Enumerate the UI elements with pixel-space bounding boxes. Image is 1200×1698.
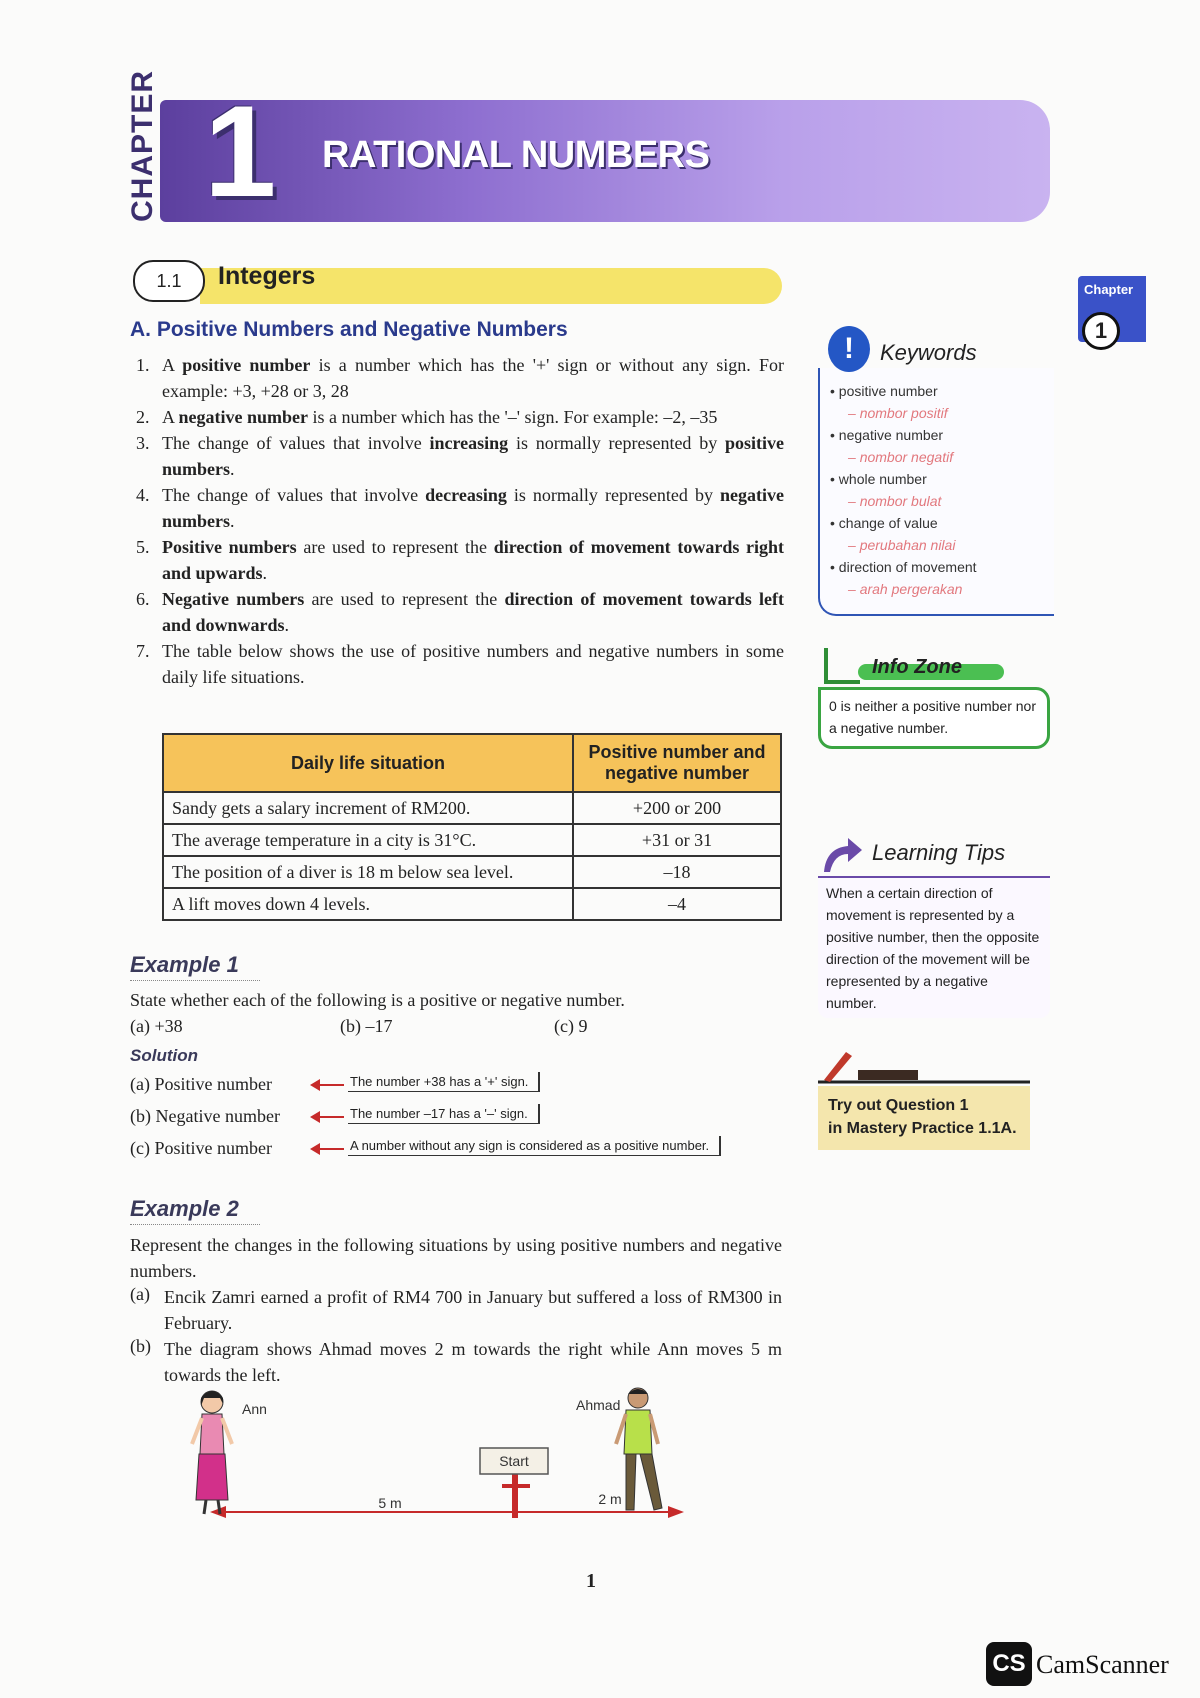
table-cell: A lift moves down 4 levels.	[163, 888, 573, 920]
table-cell: Sandy gets a salary increment of RM200.	[163, 792, 573, 824]
point-item: 5. Positive numbers are used to represent the direction of movement towards right and upwards.	[136, 537, 785, 583]
camscanner-logo: CS	[986, 1642, 1032, 1686]
point-item: 1. A positive number is a number which has the '+' sign or without any sign. For example: +3, +28 or 3, 28	[136, 355, 784, 401]
answer-c: (c) Positive number	[130, 1138, 272, 1158]
point-item: 6. Negative numbers are used to represent the direction of movement towards left and downwards.	[136, 589, 785, 635]
chapter-tab-label: Chapter	[1084, 282, 1134, 297]
curved-arrow-icon	[820, 836, 864, 874]
answer-a: (a) Positive number	[130, 1074, 272, 1094]
keyword-en: • change of value	[830, 512, 1050, 534]
keywords-list	[830, 380, 1050, 600]
keyword-en: • positive number	[830, 380, 1050, 402]
learning-tips-title: Learning Tips	[872, 840, 1006, 865]
table-cell: The average temperature in a city is 31°C.	[163, 824, 573, 856]
start-label: Start	[499, 1453, 529, 1469]
keyword-my: – nombor bulat	[830, 490, 1050, 512]
example-1-title: Example 1	[130, 952, 260, 981]
example-2-title: Example 2	[130, 1196, 260, 1225]
chapter-number: 1	[204, 78, 277, 224]
arrow-left-icon	[318, 1116, 344, 1118]
keyword-my: – arah pergerakan	[830, 578, 1050, 600]
table-header-row	[163, 734, 781, 792]
ann-label: Ann	[242, 1401, 267, 1417]
answer-a-note: The number +38 has a '+' sign.	[348, 1072, 540, 1092]
keywords-icon: !	[828, 326, 870, 372]
keyword-en: • whole number	[830, 468, 1050, 490]
table-row	[163, 888, 781, 920]
answer-b: (b) Negative number	[130, 1106, 280, 1126]
keyword-en: • direction of movement	[830, 556, 1050, 578]
info-zone-text: 0 is neither a positive number nor a negative number.	[818, 687, 1050, 749]
keyword-en: • negative number	[830, 424, 1050, 446]
chapter-title: RATIONAL NUMBERS	[322, 134, 710, 176]
keyword-my: – perubahan nilai	[830, 534, 1050, 556]
example-2-a-label: (a)	[130, 1284, 150, 1304]
learning-tips-text: When a certain direction of movement is represented by a positive number, then the opposite direction of the movement will be represented by a negative number.	[818, 878, 1050, 1018]
table-header: Daily life situation	[163, 734, 573, 792]
table-cell: +200 or 200	[573, 792, 781, 824]
table-row	[163, 792, 781, 824]
table-row	[163, 824, 781, 856]
table-cell: –4	[573, 888, 781, 920]
example-1-part-a: (a) +38	[130, 1016, 183, 1036]
pencil-icon	[818, 1050, 1030, 1084]
start-post	[512, 1472, 518, 1518]
point-item: 4. The change of values that involve decreasing is normally represented by negative numbers.	[136, 485, 784, 531]
info-zone-title: Info Zone	[872, 656, 962, 678]
answer-c-note: A number without any sign is considered as a positive number.	[348, 1136, 721, 1156]
table-cell: The position of a diver is 18 m below sea level.	[163, 856, 573, 888]
answer-b-note: The number –17 has a '–' sign.	[348, 1104, 540, 1124]
camscanner-watermark: CamScanner	[1036, 1650, 1169, 1679]
movement-diagram	[190, 1384, 730, 1530]
table-cell: –18	[573, 856, 781, 888]
info-zone-icon	[824, 648, 860, 684]
table-cell: +31 or 31	[573, 824, 781, 856]
solution-label: Solution	[130, 1046, 198, 1065]
example-2-b-text: The diagram shows Ahmad moves 2 m towards the right while Ann moves 5 m towards the left.	[164, 1339, 782, 1385]
ahmad-label: Ahmad	[576, 1397, 621, 1413]
example-1-question: State whether each of the following is a positive or negative number.	[130, 990, 625, 1010]
table-row	[163, 856, 781, 888]
points-list	[136, 352, 784, 690]
left-distance-label: 5 m	[378, 1495, 402, 1511]
keywords-title: Keywords	[880, 340, 977, 365]
example-1-part-c: (c) 9	[554, 1016, 588, 1036]
chapter-label: CHAPTER	[126, 69, 159, 222]
subsection-title: A. Positive Numbers and Negative Numbers	[130, 318, 568, 341]
boy-figure-icon	[616, 1388, 662, 1510]
keyword-my: – nombor positif	[830, 402, 1050, 424]
try-out-line-2: in Mastery Practice 1.1A.	[828, 1120, 1017, 1137]
point-item: 7. The table below shows the use of positive numbers and negative numbers in some daily life situations.	[136, 641, 784, 687]
arrow-left-icon	[318, 1084, 344, 1086]
try-out-box	[818, 1086, 1030, 1150]
point-item: 2. A negative number is a number which has the '–' sign. For example: –2, –35	[136, 407, 718, 427]
keyword-my: – nombor negatif	[830, 446, 1050, 468]
point-item: 3. The change of values that involve increasing is normally represented by positive numbers.	[136, 433, 784, 479]
section-title: Integers	[218, 262, 316, 290]
example-1-part-b: (b) –17	[340, 1016, 393, 1036]
right-distance-label: 2 m	[598, 1491, 622, 1507]
example-2-b-label: (b)	[130, 1336, 151, 1356]
daily-life-table	[162, 733, 782, 921]
page-number: 1	[586, 1570, 596, 1592]
chapter-tab-number: 1	[1082, 312, 1120, 350]
arrow-right-icon	[668, 1506, 684, 1518]
girl-figure-icon	[192, 1391, 232, 1514]
arrow-left-icon	[318, 1148, 344, 1150]
example-2-question: Represent the changes in the following situations by using positive numbers and negative numbers.	[130, 1235, 782, 1281]
table-header: Positive number and negative number	[573, 734, 781, 792]
section-number: 1.1	[133, 260, 205, 302]
try-out-line-1: Try out Question 1	[828, 1097, 969, 1114]
example-2-a-text: Encik Zamri earned a profit of RM4 700 in January but suffered a loss of RM300 in February.	[164, 1287, 782, 1333]
